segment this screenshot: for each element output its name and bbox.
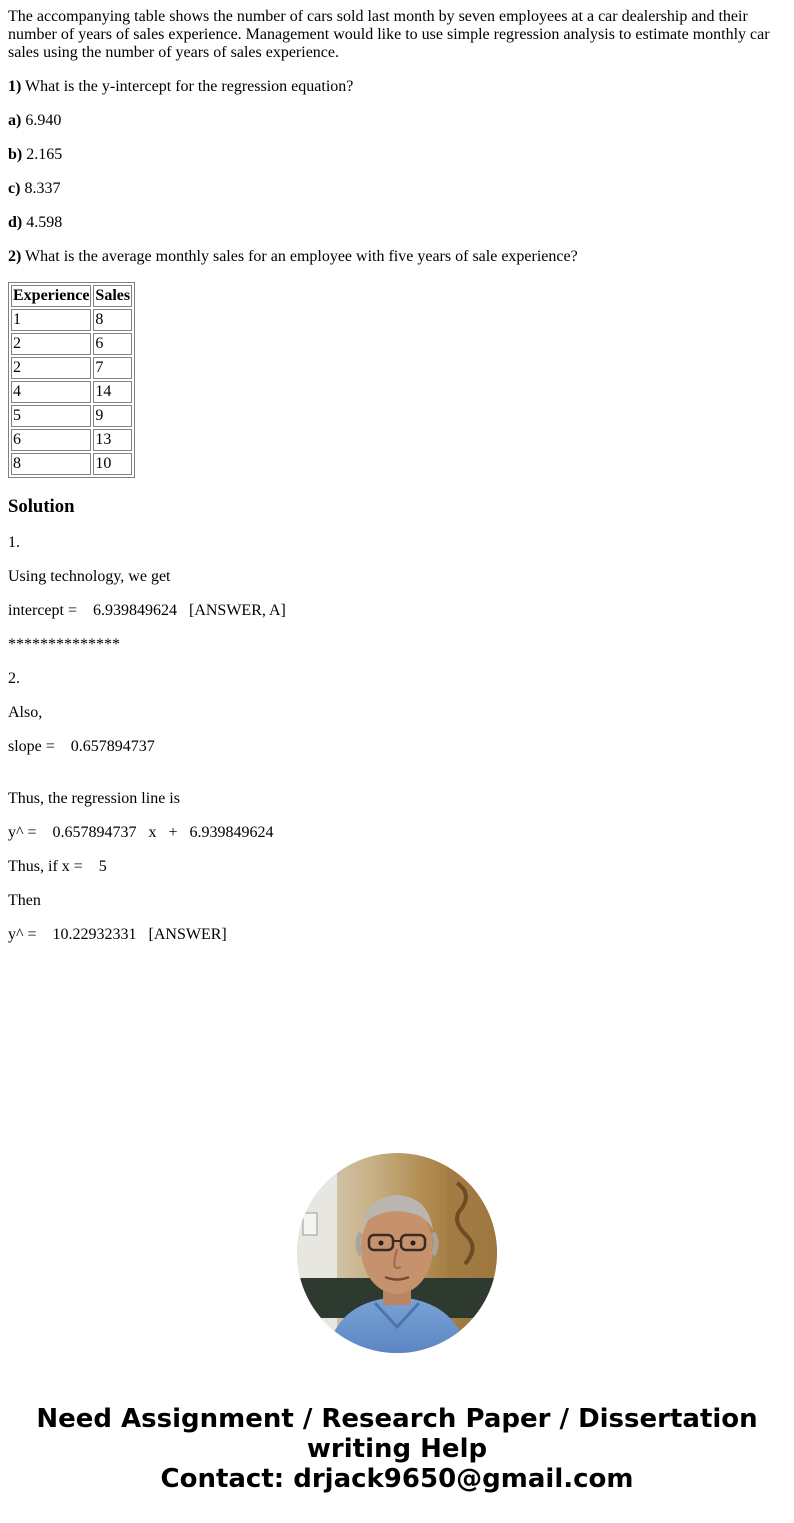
table-row bbox=[11, 453, 132, 475]
table-row bbox=[11, 429, 132, 451]
solution-then: Then bbox=[8, 892, 41, 909]
option-b-text: 2.165 bbox=[22, 146, 63, 163]
solution-heading: Solution bbox=[8, 496, 75, 517]
option-c-label: c) bbox=[8, 180, 21, 197]
table-row bbox=[11, 309, 132, 331]
table-cell: 6 bbox=[11, 429, 91, 451]
table-cell: 2 bbox=[11, 333, 91, 355]
option-d bbox=[8, 214, 786, 232]
solution-part-2-number: 2. bbox=[8, 670, 20, 687]
table-cell: 8 bbox=[93, 309, 132, 331]
promo-line-2: writing Help bbox=[306, 1434, 488, 1464]
solution-tech-line: Using technology, we get bbox=[8, 568, 171, 585]
table-cell: 6 bbox=[93, 333, 132, 355]
solution-intercept-line: intercept = 6.939849624 [ANSWER, A] bbox=[8, 602, 286, 619]
option-b-label: b) bbox=[8, 146, 23, 163]
table-cell: 5 bbox=[11, 405, 91, 427]
solution-also: Also, bbox=[8, 704, 43, 721]
option-c bbox=[8, 180, 786, 198]
option-a bbox=[8, 112, 786, 130]
promo-line-1: Need Assignment / Research Paper / Dissertation bbox=[36, 1404, 758, 1434]
table-cell: 8 bbox=[11, 453, 91, 475]
question-1-text: What is the y-intercept for the regression equation? bbox=[21, 78, 354, 95]
column-header-experience: Experience bbox=[11, 285, 91, 307]
option-c-text: 8.337 bbox=[20, 180, 61, 197]
option-a-text: 6.940 bbox=[21, 112, 62, 129]
option-d-label: d) bbox=[8, 214, 23, 231]
question-2-text: What is the average monthly sales for an employee with five years of sale experience? bbox=[21, 248, 578, 265]
table-cell: 4 bbox=[11, 381, 91, 403]
table-cell: 9 bbox=[93, 405, 132, 427]
table-cell: 14 bbox=[93, 381, 132, 403]
option-b bbox=[8, 146, 786, 164]
column-header-sales: Sales bbox=[93, 285, 132, 307]
table-row bbox=[11, 333, 132, 355]
option-d-text: 4.598 bbox=[22, 214, 63, 231]
table-header-row bbox=[11, 285, 132, 307]
problem-intro: The accompanying table shows the number of cars sold last month by seven employees at a car dealership and their number of years of sales experience. Management would like to use simple regression analysis to estimate monthly car sales using the number of years of sales experience. bbox=[8, 8, 770, 61]
solution-if-line: Thus, if x = 5 bbox=[8, 858, 107, 875]
solution-answer-line: y^ = 10.22932331 [ANSWER] bbox=[8, 926, 227, 943]
question-2 bbox=[8, 248, 786, 266]
table-row bbox=[11, 381, 132, 403]
table-cell: 1 bbox=[11, 309, 91, 331]
table-cell: 10 bbox=[93, 453, 132, 475]
table-cell: 2 bbox=[11, 357, 91, 379]
table-row bbox=[11, 357, 132, 379]
table-cell: 13 bbox=[93, 429, 132, 451]
solution-equation-line: y^ = 0.657894737 x + 6.939849624 bbox=[8, 824, 274, 841]
contact-promo bbox=[0, 1404, 794, 1494]
solution-slope-line: slope = 0.657894737 bbox=[8, 738, 155, 755]
solution-part-1-number: 1. bbox=[8, 534, 20, 551]
option-a-label: a) bbox=[8, 112, 22, 129]
solution-thus-line: Thus, the regression line is bbox=[8, 790, 180, 807]
author-avatar bbox=[297, 1153, 497, 1353]
solution-separator: ************** bbox=[8, 636, 120, 653]
experience-sales-table bbox=[8, 282, 135, 478]
table-cell: 7 bbox=[93, 357, 132, 379]
question-1 bbox=[8, 78, 786, 96]
table-row bbox=[11, 405, 132, 427]
question-2-number: 2) bbox=[8, 248, 22, 265]
author-portrait-image bbox=[297, 1153, 497, 1353]
promo-contact-line: Contact: drjack9650@gmail.com bbox=[160, 1464, 634, 1494]
question-1-number: 1) bbox=[8, 78, 22, 95]
